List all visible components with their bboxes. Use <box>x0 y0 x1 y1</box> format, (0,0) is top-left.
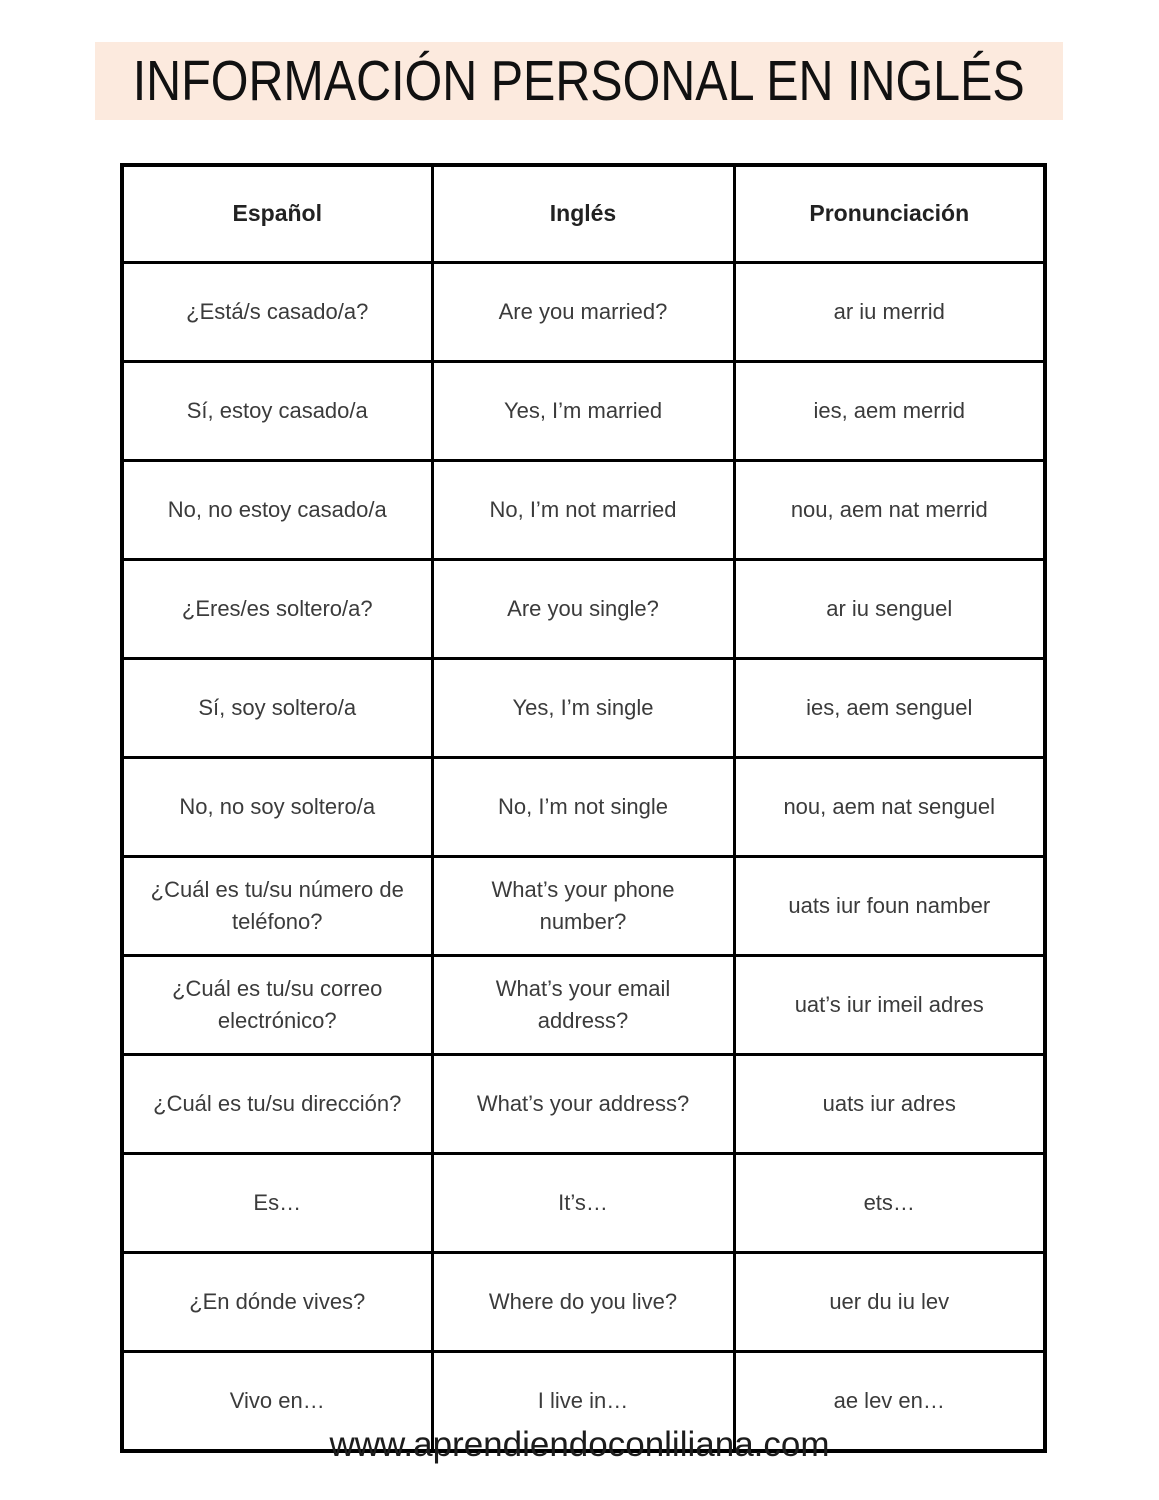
cell-espanol: ¿Cuál es tu/su dirección? <box>122 1055 432 1154</box>
column-header-pronunciacion: Pronunciación <box>734 165 1045 263</box>
cell-pronunciacion: ar iu senguel <box>734 560 1045 659</box>
cell-ingles: What’s your address? <box>432 1055 734 1154</box>
cell-ingles: Where do you live? <box>432 1253 734 1352</box>
table-header-row <box>122 165 1045 263</box>
cell-espanol: No, no estoy casado/a <box>122 461 432 560</box>
cell-ingles: Are you single? <box>432 560 734 659</box>
cell-espanol: Sí, estoy casado/a <box>122 362 432 461</box>
cell-espanol: Es… <box>122 1154 432 1253</box>
cell-pronunciacion: uer du iu lev <box>734 1253 1045 1352</box>
cell-espanol: ¿Cuál es tu/su correo electrónico? <box>122 956 432 1055</box>
cell-espanol: ¿En dónde vives? <box>122 1253 432 1352</box>
cell-pronunciacion: ets… <box>734 1154 1045 1253</box>
cell-ingles: What’s your phone number? <box>432 857 734 956</box>
table-row <box>122 659 1045 758</box>
cell-ingles: Yes, I’m married <box>432 362 734 461</box>
page-title: INFORMACIÓN PERSONAL EN INGLÉS <box>133 49 1026 113</box>
cell-pronunciacion: nou, aem nat senguel <box>734 758 1045 857</box>
table-row <box>122 263 1045 362</box>
column-header-ingles: Inglés <box>432 165 734 263</box>
footer-website-url: www.aprendiendoconliliana.com <box>329 1425 830 1464</box>
column-header-espanol: Español <box>122 165 432 263</box>
table-row <box>122 1154 1045 1253</box>
vocabulary-table <box>120 163 1047 1453</box>
cell-pronunciacion: ies, aem merrid <box>734 362 1045 461</box>
cell-pronunciacion: uats iur adres <box>734 1055 1045 1154</box>
cell-pronunciacion: ar iu merrid <box>734 263 1045 362</box>
cell-espanol: ¿Cuál es tu/su número de teléfono? <box>122 857 432 956</box>
cell-pronunciacion: uat’s iur imeil adres <box>734 956 1045 1055</box>
cell-pronunciacion: ies, aem senguel <box>734 659 1045 758</box>
table-row <box>122 461 1045 560</box>
cell-espanol: Sí, soy soltero/a <box>122 659 432 758</box>
table-row <box>122 857 1045 956</box>
cell-ingles: Yes, I’m single <box>432 659 734 758</box>
table-row <box>122 956 1045 1055</box>
cell-ingles: It’s… <box>432 1154 734 1253</box>
cell-espanol: Vivo en… <box>122 1352 432 1452</box>
cell-ingles: What’s your email address? <box>432 956 734 1055</box>
cell-espanol: ¿Está/s casado/a? <box>122 263 432 362</box>
cell-ingles: I live in… <box>432 1352 734 1452</box>
cell-ingles: No, I’m not married <box>432 461 734 560</box>
cell-espanol: No, no soy soltero/a <box>122 758 432 857</box>
cell-ingles: No, I’m not single <box>432 758 734 857</box>
table-row <box>122 1055 1045 1154</box>
table-row <box>122 362 1045 461</box>
title-banner <box>95 42 1063 120</box>
cell-ingles: Are you married? <box>432 263 734 362</box>
cell-espanol: ¿Eres/es soltero/a? <box>122 560 432 659</box>
cell-pronunciacion: nou, aem nat merrid <box>734 461 1045 560</box>
table-row <box>122 758 1045 857</box>
table-row <box>122 560 1045 659</box>
cell-pronunciacion: ae lev en… <box>734 1352 1045 1452</box>
cell-pronunciacion: uats iur foun namber <box>734 857 1045 956</box>
table-row <box>122 1253 1045 1352</box>
